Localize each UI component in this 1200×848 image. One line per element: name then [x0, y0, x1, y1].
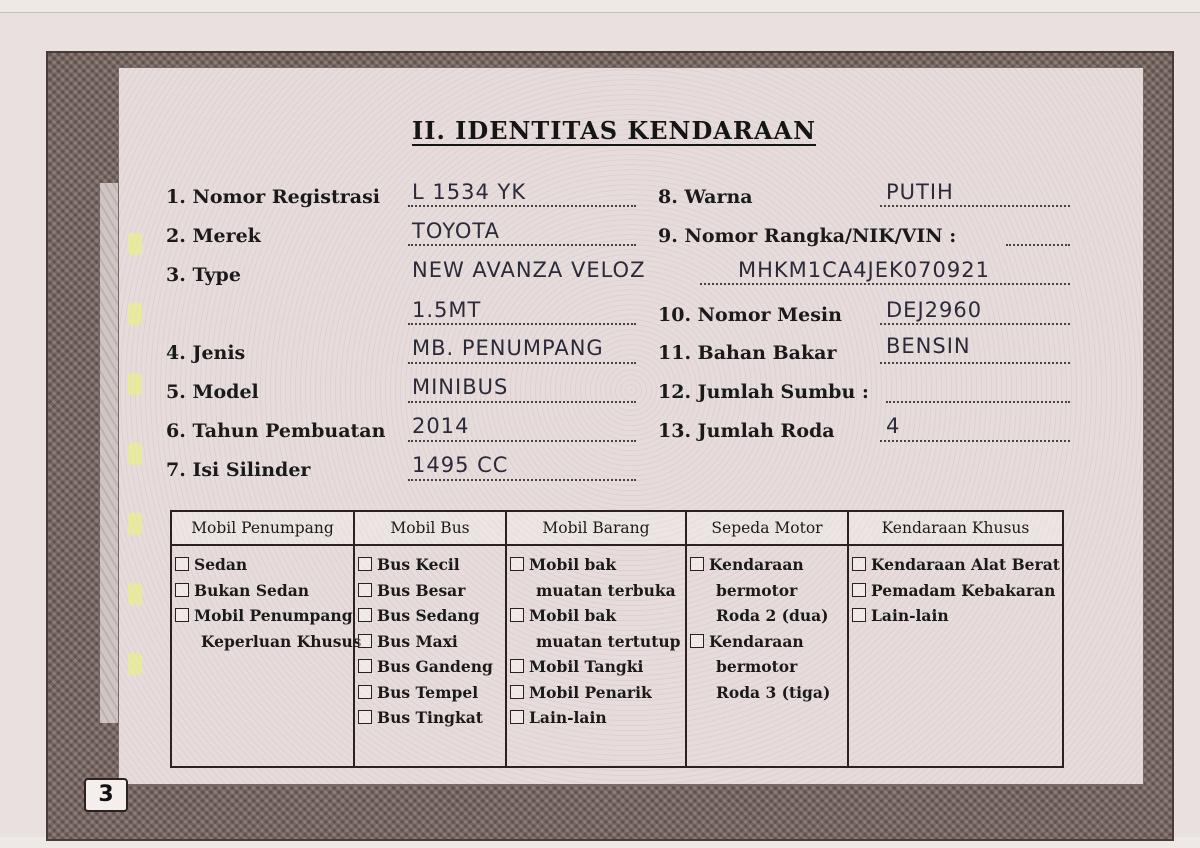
binding-hole-mark — [128, 513, 142, 535]
option-mobil-tangki[interactable] — [510, 654, 682, 680]
option-label-continuation: muatan tertutup — [536, 631, 681, 651]
kendaraan-khusus-options — [848, 545, 1063, 767]
binding-hole-mark — [128, 653, 142, 675]
option-label: Lain-lain — [529, 708, 607, 727]
dotted-line — [408, 401, 636, 403]
bahan-bakar-label: 11. Bahan Bakar — [658, 342, 837, 364]
checkbox[interactable] — [175, 583, 189, 597]
checkbox[interactable] — [175, 608, 189, 622]
header-mobil-bus: Mobil Bus — [354, 511, 506, 545]
option-label: Bus Tempel — [377, 682, 479, 702]
option-label: Kendaraan — [709, 555, 804, 574]
option-bus-sedang[interactable] — [358, 603, 502, 629]
option-bus-tempel[interactable] — [358, 680, 502, 706]
section-title: II. IDENTITAS KENDARAAN — [412, 116, 817, 145]
nomor-mesin-label: 10. Nomor Mesin — [658, 304, 842, 326]
binding-hole-mark — [128, 583, 142, 605]
dotted-line — [880, 440, 1070, 442]
dotted-line — [880, 323, 1070, 325]
checkbox[interactable] — [358, 583, 372, 597]
option-label: Mobil Tangki — [529, 657, 644, 676]
header-mobil-penumpang: Mobil Penumpang — [171, 511, 354, 545]
option-bus-tingkat[interactable] — [358, 705, 502, 731]
checkbox[interactable] — [358, 685, 372, 699]
header-kendaraan-khusus: Kendaraan Khusus — [848, 511, 1063, 545]
checkbox[interactable] — [510, 685, 524, 699]
option-sedan[interactable] — [175, 552, 350, 578]
dotted-line — [408, 479, 636, 481]
binding-hole-mark — [128, 373, 142, 395]
checkbox[interactable] — [175, 557, 189, 571]
warna-value: PUTIH — [886, 180, 954, 204]
dotted-line — [408, 440, 636, 442]
dotted-line — [886, 401, 1070, 403]
header-sepeda-motor: Sepeda Motor — [686, 511, 848, 545]
dotted-line — [880, 362, 1070, 364]
checkbox[interactable] — [510, 710, 524, 724]
option-label: Bus Gandeng — [377, 657, 493, 676]
option-bus-maxi[interactable] — [358, 629, 502, 655]
mobil-penumpang-options — [171, 545, 362, 767]
nomor-rangka-value: MHKM1CA4JEK070921 — [738, 258, 990, 282]
dotted-line — [408, 244, 636, 246]
jenis-label: 4. Jenis — [166, 342, 246, 364]
binding-hole-mark — [128, 443, 142, 465]
option-mobil-penumpang-khusus[interactable] — [175, 603, 353, 629]
checkbox[interactable] — [510, 557, 524, 571]
warna-label: 8. Warna — [658, 186, 753, 208]
isi-silinder-value: 1495 CC — [412, 453, 509, 477]
merek-value: TOYOTA — [412, 219, 500, 243]
page-number: 3 — [84, 778, 128, 812]
model-value: MINIBUS — [412, 375, 509, 399]
option-pemadam-kebakaran[interactable] — [852, 578, 1059, 604]
type-label: 3. Type — [166, 264, 241, 286]
option-bak-tertutup[interactable] — [510, 603, 682, 629]
checkbox[interactable] — [510, 608, 524, 622]
binding-hole-mark — [128, 303, 142, 325]
sepeda-motor-options — [686, 545, 848, 767]
option-barang-lain-lain[interactable] — [510, 705, 682, 731]
option-label: Bus Maxi — [377, 631, 458, 651]
type-value-line1: NEW AVANZA VELOZ — [412, 258, 646, 282]
option-label: Sedan — [194, 555, 248, 574]
checkbox[interactable] — [852, 608, 866, 622]
dotted-line — [1006, 244, 1070, 246]
option-roda-2[interactable] — [690, 552, 844, 578]
checkbox[interactable] — [690, 634, 704, 648]
tahun-pembuatan-value: 2014 — [412, 414, 470, 438]
dotted-line — [408, 323, 636, 325]
dotted-line — [700, 283, 1070, 285]
checkbox[interactable] — [358, 659, 372, 673]
isi-silinder-label: 7. Isi Silinder — [166, 459, 311, 481]
option-bukan-sedan[interactable] — [175, 578, 350, 604]
nomor-registrasi-value: L 1534 YK — [412, 180, 527, 204]
checkbox[interactable] — [510, 659, 524, 673]
option-label: Kendaraan Alat Berat — [871, 555, 1060, 574]
option-bak-terbuka[interactable] — [510, 552, 682, 578]
type-value-line2: 1.5MT — [412, 298, 482, 322]
option-alat-berat[interactable] — [852, 552, 1059, 578]
option-label: Mobil Penumpang — [194, 606, 353, 625]
header-mobil-barang: Mobil Barang — [506, 511, 686, 545]
option-label: Pemadam Kebakaran — [871, 580, 1056, 600]
option-roda-3[interactable] — [690, 629, 844, 655]
jumlah-roda-label: 13. Jumlah Roda — [658, 420, 835, 442]
option-bus-besar[interactable] — [358, 578, 502, 604]
option-label: Bukan Sedan — [194, 580, 310, 600]
option-label: Bus Kecil — [377, 555, 460, 574]
option-label: Mobil Penarik — [529, 682, 652, 702]
option-label-continuation: muatan terbuka — [536, 580, 676, 600]
nomor-mesin-value: DEJ2960 — [886, 298, 983, 322]
option-label-continuation: Roda 2 (dua) — [716, 606, 829, 625]
checkbox[interactable] — [690, 557, 704, 571]
dotted-line — [408, 362, 636, 364]
option-khusus-lain-lain[interactable] — [852, 603, 1059, 629]
tahun-pembuatan-label: 6. Tahun Pembuatan — [166, 420, 386, 442]
option-label-continuation: bermotor — [716, 580, 798, 600]
vehicle-category-table — [170, 510, 1064, 768]
binding-hole-mark — [128, 233, 142, 255]
mobil-bus-options — [354, 545, 506, 767]
nomor-rangka-label: 9. Nomor Rangka/NIK/VIN : — [658, 225, 957, 247]
dotted-line — [408, 205, 636, 207]
model-label: 5. Model — [166, 381, 259, 403]
option-label: Mobil bak — [529, 555, 617, 574]
option-label: Bus Sedang — [377, 606, 480, 625]
checkbox[interactable] — [852, 583, 866, 597]
mobil-barang-options — [506, 545, 686, 767]
checkbox[interactable] — [852, 557, 866, 571]
option-label-continuation: bermotor — [716, 657, 798, 676]
checkbox[interactable] — [358, 634, 372, 648]
checkbox[interactable] — [358, 557, 372, 571]
option-label: Bus Tingkat — [377, 708, 483, 727]
bahan-bakar-value: BENSIN — [886, 334, 971, 358]
option-label: Mobil bak — [529, 606, 617, 625]
checkbox[interactable] — [358, 608, 372, 622]
checkbox[interactable] — [358, 710, 372, 724]
option-label-continuation: Keperluan Khusus — [201, 631, 362, 651]
option-label: Kendaraan — [709, 631, 804, 651]
option-bus-gandeng[interactable] — [358, 654, 502, 680]
jenis-value: MB. PENUMPANG — [412, 336, 604, 360]
merek-label: 2. Merek — [166, 225, 261, 247]
option-label: Bus Besar — [377, 580, 466, 600]
jumlah-roda-value: 4 — [886, 414, 901, 438]
option-bus-kecil[interactable] — [358, 552, 502, 578]
option-label-continuation: Roda 3 (tiga) — [716, 682, 831, 702]
nomor-registrasi-label: 1. Nomor Registrasi — [166, 186, 380, 208]
option-label: Lain-lain — [871, 606, 949, 625]
jumlah-sumbu-label: 12. Jumlah Sumbu : — [658, 381, 869, 403]
dotted-line — [880, 205, 1070, 207]
option-mobil-penarik[interactable] — [510, 680, 682, 706]
